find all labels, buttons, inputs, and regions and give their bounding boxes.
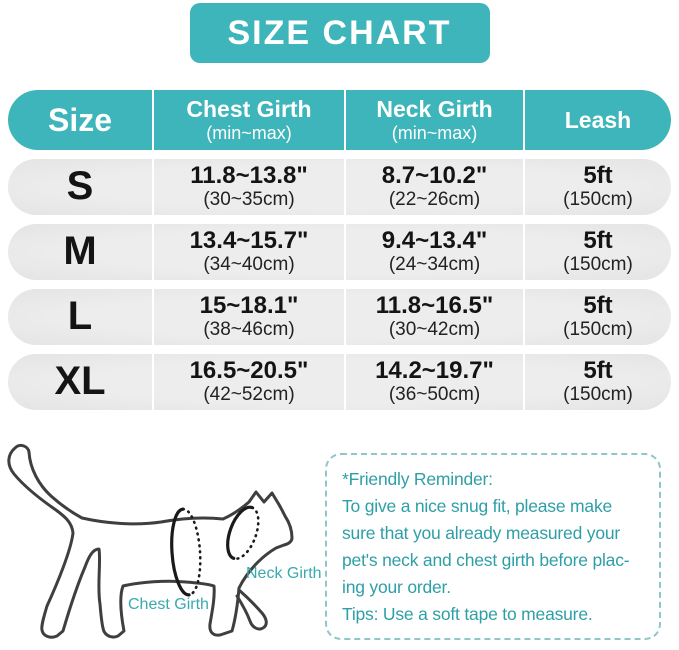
- leash-length: 5ft: [583, 357, 613, 385]
- chest-cell: [154, 354, 346, 410]
- neck-cell: [346, 224, 525, 280]
- size-label: XL: [54, 359, 106, 404]
- neck-inches: 8.7~10.2": [381, 162, 488, 190]
- neck-inches: 11.8~16.5": [375, 292, 494, 320]
- leash-cm: (150cm): [563, 254, 633, 276]
- column-header-chest-label: Chest Girth: [186, 95, 312, 122]
- leash-length: 5ft: [583, 227, 613, 255]
- table-row-size-xl: [8, 354, 671, 410]
- chest-cm: (30~35cm): [203, 189, 295, 211]
- chest-inches: 16.5~20.5": [189, 357, 309, 385]
- column-header-chest-girth: [154, 90, 346, 150]
- leash-cm: (150cm): [563, 189, 633, 211]
- friendly-reminder-box: [325, 453, 661, 640]
- size-label: M: [63, 229, 97, 274]
- size-cell: [8, 224, 154, 280]
- reminder-line: To give a nice snug fit, please make: [342, 496, 613, 516]
- column-header-neck-girth: [346, 90, 525, 150]
- chest-cm: (34~40cm): [203, 254, 295, 276]
- neck-cell: [346, 289, 525, 345]
- chest-inches: 13.4~15.7": [189, 227, 309, 255]
- size-cell: [8, 289, 154, 345]
- column-header-size-label: Size: [47, 101, 113, 138]
- size-chart-title-text: SIZE CHART: [227, 13, 452, 52]
- neck-cm: (22~26cm): [388, 189, 481, 211]
- column-header-leash-label: Leash: [564, 106, 632, 133]
- leash-cm: (150cm): [563, 384, 633, 406]
- leash-cell: [525, 224, 671, 280]
- reminder-line: ing your order.: [342, 577, 451, 597]
- column-header-neck-label: Neck Girth: [376, 95, 493, 122]
- size-label: L: [67, 294, 93, 339]
- neck-girth-label: Neck Girth: [246, 565, 322, 582]
- reminder-line: pet's neck and chest girth before plac-: [342, 550, 630, 570]
- chest-cm: (38~46cm): [203, 319, 295, 341]
- table-row-size-s: [8, 159, 671, 215]
- chest-inches: 15~18.1": [199, 292, 299, 320]
- column-header-leash: [525, 90, 671, 150]
- size-cell: [8, 159, 154, 215]
- neck-inches: 9.4~13.4": [381, 227, 488, 255]
- reminder-line: Tips: Use a soft tape to measure.: [342, 604, 593, 624]
- leash-cm: (150cm): [563, 319, 633, 341]
- column-header-chest-sub: (min~max): [206, 122, 292, 143]
- column-header-neck-sub: (min~max): [391, 122, 478, 143]
- neck-cell: [346, 159, 525, 215]
- neck-inches: 14.2~19.7": [375, 357, 494, 385]
- chest-cell: [154, 159, 346, 215]
- leash-cell: [525, 354, 671, 410]
- leash-cell: [525, 289, 671, 345]
- table-row-size-m: [8, 224, 671, 280]
- neck-cell: [346, 354, 525, 410]
- size-label: S: [66, 164, 94, 209]
- size-chart-title: [190, 3, 490, 63]
- reminder-line: sure that you already measured your: [342, 523, 621, 543]
- size-cell: [8, 354, 154, 410]
- reminder-line: *Friendly Reminder:: [342, 469, 493, 489]
- neck-girth-ellipse: [222, 503, 265, 563]
- cat-front-leg-drawing: [237, 590, 266, 629]
- column-header-size: [8, 90, 154, 150]
- chest-cell: [154, 289, 346, 345]
- table-row-size-l: [8, 289, 671, 345]
- leash-length: 5ft: [583, 162, 613, 190]
- neck-cm: (30~42cm): [388, 319, 481, 341]
- chest-cm: (42~52cm): [203, 384, 295, 406]
- chest-girth-label: Chest Girth: [128, 596, 209, 613]
- neck-cm: (36~50cm): [388, 384, 481, 406]
- cat-measurement-diagram: [0, 438, 330, 648]
- leash-cell: [525, 159, 671, 215]
- chest-inches: 11.8~13.8": [190, 162, 308, 190]
- table-header-row: [8, 90, 671, 150]
- neck-cm: (24~34cm): [388, 254, 481, 276]
- chest-cell: [154, 224, 346, 280]
- leash-length: 5ft: [583, 292, 613, 320]
